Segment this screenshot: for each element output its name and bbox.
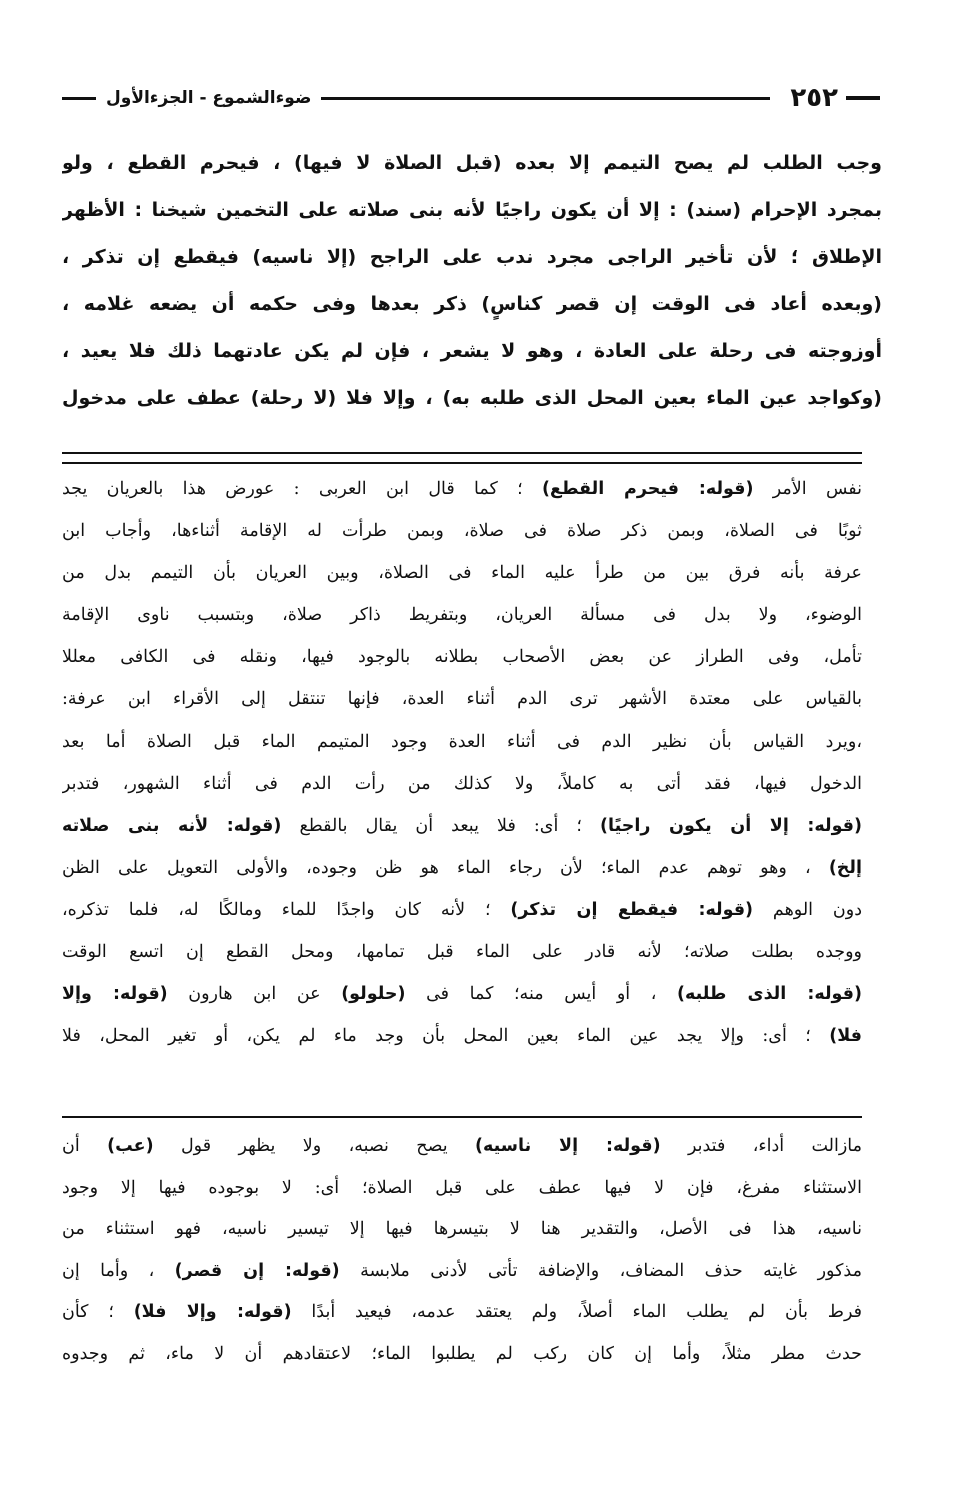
commentary-line	[62, 931, 862, 973]
quoted-lemma: (حلولو)	[341, 984, 406, 1005]
header-rule-short	[62, 97, 96, 100]
quoted-lemma: إلخ)	[828, 857, 862, 878]
commentary-line	[62, 721, 862, 763]
quoted-lemma: (قوله: إن قصر)	[174, 1260, 340, 1281]
section-divider-double	[62, 452, 862, 464]
commentary-line	[62, 889, 862, 931]
main-text-line: (وبعده أعاد فى الوقت إن قصر كناسٍ) ذكر بعدها وفى حكمه أن يضعه غلامه ،	[62, 293, 882, 315]
text-segment: عرفة بأنه فرق بين من طرأ عليه الماء فى الصلاة، وبين العريان بأن التيمم بدل من	[62, 563, 862, 584]
commentary-line	[62, 973, 862, 1015]
text-segment: ثوبًا فى الصلاة، وبمن ذكر صلاة فى صلاة، وبمن طرأت له الإقامة أثناءها، وأجاب ابن	[62, 521, 862, 542]
text-segment: ، أو أيس منه؛ كما فى	[405, 984, 678, 1005]
quoted-lemma: فلا)	[829, 1026, 862, 1047]
text-segment: ؛ كأن	[62, 1302, 134, 1322]
commentary-line	[62, 763, 862, 805]
footnote-line	[62, 1168, 862, 1210]
commentary-line	[62, 594, 862, 636]
footnote-line	[62, 1209, 862, 1251]
text-segment: مازالت أداء، فتدبر	[660, 1136, 862, 1156]
text-segment: ؛ أى: فلا يبعد أن يقال بالقطع	[281, 815, 601, 836]
commentary-line	[62, 805, 862, 847]
header-dash	[846, 96, 880, 100]
text-segment: ، وأما إن	[62, 1260, 175, 1281]
text-segment: الدخول فيها، فقد أتى به كاملاً، ولا كذلك من رأت الدم فى أثناء الشهور، فتدبر	[62, 773, 862, 794]
main-text-line: أوزوجته فى رحلة على العادة ، وهو لا يشعر ، فإن لم يكن عادتهما ذلك فلا يعيد ،	[62, 340, 882, 362]
quoted-lemma: (قوله: فيحرم القطع)	[542, 479, 754, 499]
footnote-line	[62, 1251, 862, 1293]
text-segment: نفس الأمر	[753, 479, 862, 499]
commentary-line	[62, 552, 862, 594]
text-segment: ؛ كما قال ابن العربى : عورض هذا بالعريان يجد	[62, 479, 543, 499]
footnote-line	[62, 1292, 862, 1334]
quoted-lemma: (قوله: إلا ناسيه)	[475, 1136, 661, 1156]
text-segment: ؛ أى: وإلا يجد عين الماء بعين المحل بأن وجد ماء لم يكن، أو تغير المحل، فلا	[62, 1026, 830, 1047]
running-header	[62, 78, 880, 118]
quoted-lemma: (قوله: وإلا فلا)	[133, 1302, 292, 1322]
main-text-line: بمجرد الإحرام (سند) : إلا أن يكون راجيًا لأنه بنى صلاته على التخمين شيخنا : الأظهر	[62, 199, 882, 221]
commentary-line	[62, 510, 862, 552]
quoted-lemma: (قوله: لأنه بنى صلاته	[62, 815, 282, 836]
text-segment: تأمل، وفى الطراز عن بعض الأصحاب بطلانه بالوجود فيها، ونقله فى الكافى معللا	[62, 647, 862, 668]
commentary-line	[62, 847, 862, 889]
commentary-line	[62, 1015, 862, 1057]
text-segment: ، وهو توهم عدم الماء؛ لأن رجاء الماء هو ظن وجوده، والأولى التعويل على الظن	[62, 857, 829, 878]
main-text-line: (وكواجد عين الماء بعين المحل الذى طلبه به) ، وإلا فلا (لا رحلة) عطف على مدخول	[62, 387, 882, 409]
text-segment: حدث مطر مثلاً، وأما إن كان ركب لم يطلبوا الماء؛ لاعتقادهم أن لا ماء، ثم وجدوه	[62, 1343, 862, 1364]
quoted-lemma: (قوله: فيقطع إن تذكر)	[510, 899, 754, 920]
header-rule	[321, 97, 770, 100]
text-segment: دون الوهم	[753, 899, 862, 920]
footnote-block	[62, 1126, 862, 1375]
commentary-line	[62, 468, 862, 510]
quoted-lemma: (قوله: إلا أن يكون راجيًا)	[600, 815, 862, 836]
quoted-lemma: (قوله: الذى طلبه)	[677, 984, 862, 1005]
quoted-lemma: (قوله: وإلا	[62, 984, 168, 1005]
commentary-line	[62, 636, 862, 678]
text-segment: ؛ لأنه كان واجدًا للماء ومالكًا له، فلما تذكره،	[62, 899, 511, 920]
text-segment: مذكور غايته حذف المضاف، والإضافة تأتى لأدنى ملابسة	[339, 1260, 862, 1281]
quoted-lemma: (عب)	[107, 1136, 154, 1156]
text-segment: بالقياس على معتدة الأشهر ترى الدم أثناء العدة، فإنها تنتقل إلى الأقراء ابن عرفة:	[62, 689, 862, 710]
text-segment: ناسيه، هذا فى الأصل، والتقدير هنا لا بتيسرها فيها إلا تيسير ناسيه، فهو استثناء من	[62, 1219, 862, 1239]
main-text-block	[62, 140, 882, 422]
text-segment: ،ويرد القياس بأن نظير الدم فى أثناء العدة وجود المتيمم الماء قبل الصلاة أما بعد	[62, 731, 862, 752]
text-segment: ووجده بطلت صلاته؛ لأنه قادر على الماء قبل تمامها، ومحل القطع إن اتسع الوقت	[62, 942, 862, 963]
footnote-line	[62, 1334, 862, 1376]
main-text-line: وجب الطلب لم يصح التيمم إلا بعده (قبل الصلاة لا فيها) ، فيحرم القطع ، ولو	[62, 152, 882, 174]
text-segment: أن	[62, 1136, 108, 1156]
text-segment: يصح نصبه، ولا يظهر قول	[153, 1136, 476, 1156]
text-segment: الوضوء، ولا بدل فى مسألة العريان، وبتفريط ذاكر صلاة، وبتسبب ناوى الإقامة	[62, 605, 862, 626]
text-segment: فرط بأن لم يطلب الماء أصلاً، ولم يعتقد عدمه، فيعيد أبدًا	[291, 1302, 862, 1322]
commentary-line	[62, 678, 862, 720]
commentary-block	[62, 468, 862, 1057]
footnote-divider	[62, 1116, 862, 1118]
text-segment: عن ابن هارون	[167, 984, 342, 1005]
main-text-line: الإطلاق ؛ لأن تأخير الراجى مجرد ندب على الراجح (إلا ناسيه) فيقطع إن تذكر ،	[62, 246, 882, 268]
footnote-line	[62, 1126, 862, 1168]
page-number: ٢٥٢	[790, 83, 838, 113]
text-segment: الاستثناء مفرغ، فإن لا فيها عطف على قبل الصلاة؛ أى: لا بوجوده فيها إلا وجود	[62, 1177, 862, 1198]
book-title: ضوءالشموع - الجزءالأول	[106, 88, 312, 108]
